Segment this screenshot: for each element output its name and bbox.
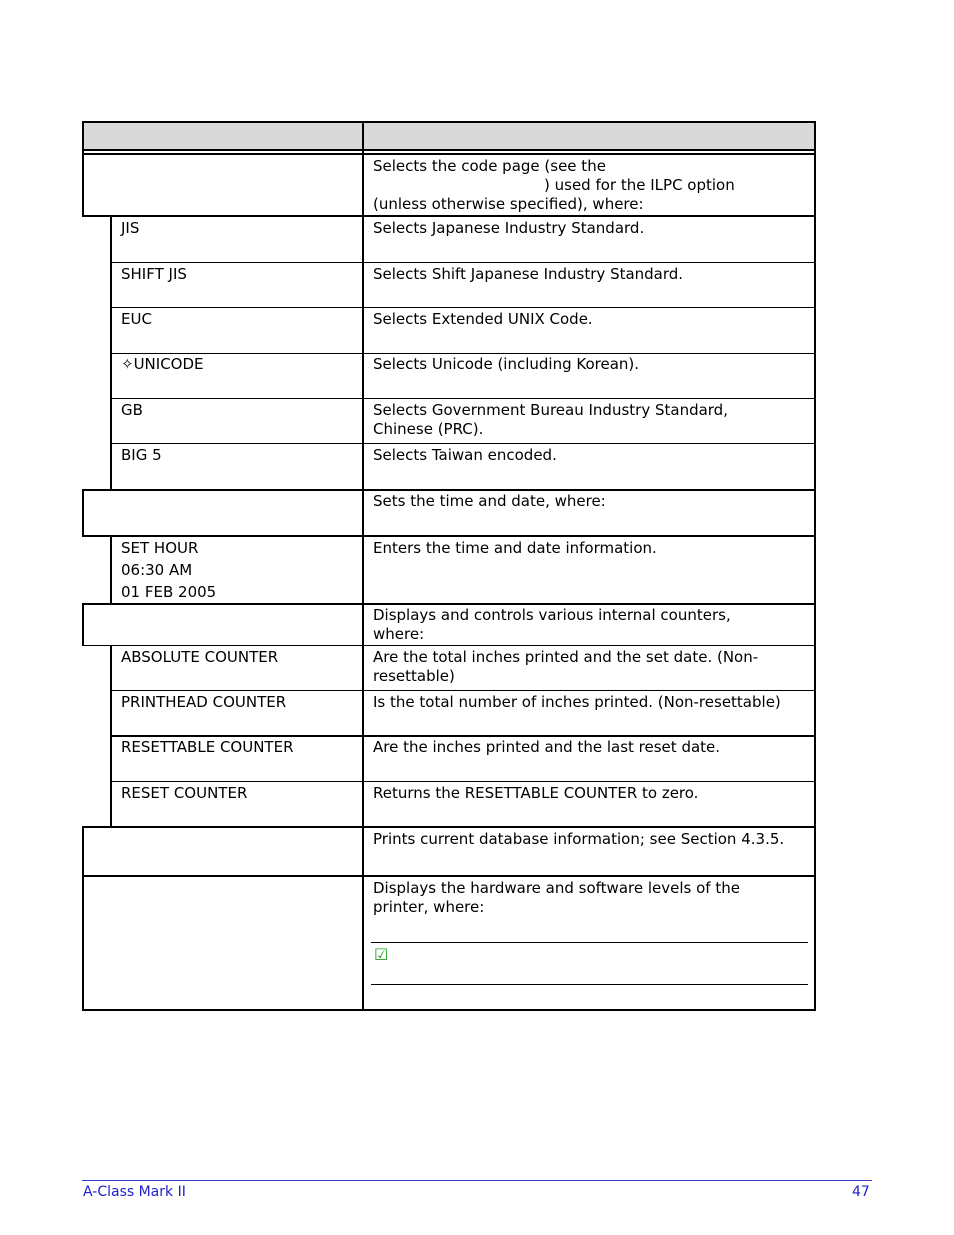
manual-page: Selects the code page (see the ) used for the ILPC option (unless otherwise specified), where: JIS Selects Japanese Industry Standard. SHIFT JIS Selects Shift Japanese Industry Standard. EUC Selects Extended UNIX Code. ✧UNICODE Selects Unicode (including Korean). GB Selects Government Bureau Industry Standard, Chinese (PRC). BIG 5 Selects Taiwan encoded. Sets the time and date, where: SET HOUR 06:30 AM 01 FEB 2005 Enters the time and date information. Displays and controls various internal counters, where: ABSOLUTE COUNTER Are the total inches printed and the set date. (Non- resettable) PRINTHEAD COUNTER Is the total number of inches printed. (Non-resettable) RESETTABLE COUNTER Are the inches printed and the last reset date. RESET COUNTER Returns the RESETTABLE COUNTER to zero. Prints current database information; see Section 4.3.5. Displays the hardware and software levels of the printer, where: ☑ A-Class Mark II 47 <box>0 0 954 1235</box>
option-gb: GB <box>121 401 143 419</box>
option-euc: EUC <box>121 310 152 328</box>
footer-rule <box>82 1180 872 1181</box>
check-mark-icon: ☑ <box>374 945 389 964</box>
database-description: Prints current database information; see Section 4.3.5. <box>373 830 785 848</box>
option-shift-jis: SHIFT JIS <box>121 265 187 283</box>
table-col-divider <box>362 151 364 1011</box>
table-right-border <box>814 151 816 1011</box>
note-top-rule <box>371 942 808 943</box>
time-description: Sets the time and date, where: <box>373 492 606 510</box>
option-jis: JIS <box>121 219 140 237</box>
counter-absolute: ABSOLUTE COUNTER <box>121 648 279 666</box>
counter-reset: RESET COUNTER <box>121 784 248 802</box>
counter-printhead: PRINTHEAD COUNTER <box>121 693 287 711</box>
page-number: 47 <box>852 1184 870 1200</box>
option-unicode: ✧UNICODE <box>121 355 204 373</box>
counter-resettable: RESETTABLE COUNTER <box>121 738 294 756</box>
note-bottom-rule <box>371 984 808 985</box>
footer-title: A-Class Mark II <box>83 1184 186 1200</box>
table-header-row <box>82 121 816 151</box>
option-big5: BIG 5 <box>121 446 162 464</box>
